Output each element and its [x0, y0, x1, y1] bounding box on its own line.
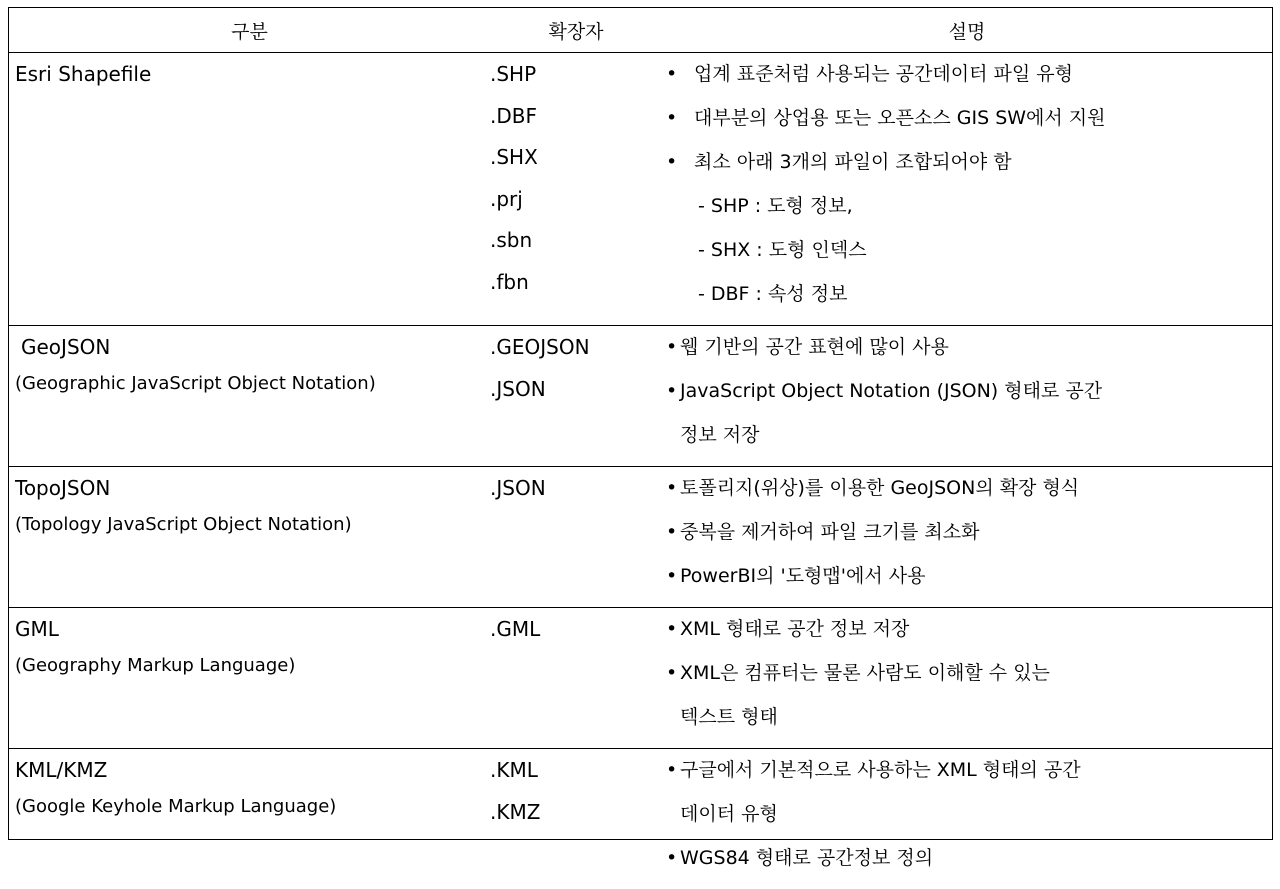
description-item — [666, 660, 1272, 730]
description-text: 구글에서 기본적으로 사용하는 XML 형태의 공간 — [680, 759, 1081, 781]
table-row — [9, 326, 1272, 467]
header-category: 구분 — [9, 8, 490, 53]
format-extension-cell — [490, 53, 662, 326]
description-item — [666, 845, 1272, 871]
description-text: 토폴리지(위상)를 이용한 GeoJSON의 확장 형식 — [680, 477, 1079, 499]
format-description-cell — [662, 53, 1272, 326]
format-extension-cell — [490, 326, 662, 467]
format-fullname: (Geographic JavaScript Object Notation) — [9, 360, 490, 396]
format-name-cell — [9, 53, 490, 326]
extension-item: .SHP — [490, 61, 662, 87]
format-description-cell — [662, 326, 1272, 467]
bullet-icon: • — [666, 105, 694, 131]
description-item — [666, 475, 1272, 501]
description-text: XML 형태로 공간 정보 저장 — [680, 618, 909, 640]
description-item — [666, 281, 1272, 307]
extension-list — [490, 53, 662, 295]
format-name: KML/KMZ — [9, 749, 490, 783]
format-extension-cell — [490, 749, 662, 889]
format-fullname: (Google Keyhole Markup Language) — [9, 783, 490, 819]
bullet-icon: • — [666, 616, 680, 642]
table-row — [9, 608, 1272, 749]
format-description-cell — [662, 467, 1272, 608]
description-text: JavaScript Object Notation (JSON) 형태로 공간 — [680, 380, 1102, 402]
description-text: 최소 아래 3개의 파일이 조합되어야 함 — [694, 151, 1012, 173]
format-name-cell — [9, 467, 490, 608]
extension-list — [490, 467, 662, 501]
description-text: WGS84 형태로 공간정보 정의 — [680, 847, 933, 869]
bullet-icon: • — [666, 378, 680, 404]
extension-item: .KML — [490, 757, 662, 783]
extension-item: .prj — [490, 186, 662, 212]
description-item — [666, 334, 1272, 360]
description-text: - SHP : 도형 정보, — [698, 195, 853, 217]
description-text: - SHX : 도형 인덱스 — [698, 239, 867, 261]
extension-list — [490, 608, 662, 642]
description-item — [666, 61, 1272, 87]
description-continuation: 정보 저장 — [666, 422, 1272, 448]
format-name-cell — [9, 608, 490, 749]
table-row — [9, 749, 1272, 889]
format-name: Esri Shapefile — [9, 53, 490, 87]
description-item — [666, 757, 1272, 827]
format-name: GML — [9, 608, 490, 642]
description-item — [666, 193, 1272, 219]
format-extension-cell — [490, 608, 662, 749]
description-text: XML은 컴퓨터는 물론 사람도 이해할 수 있는 — [680, 662, 1050, 684]
description-item — [666, 105, 1272, 131]
format-table-frame — [8, 7, 1273, 840]
description-list — [662, 53, 1272, 307]
bullet-icon: • — [666, 61, 694, 87]
spatial-format-table — [9, 8, 1272, 889]
format-name: GeoJSON — [9, 326, 490, 360]
extension-list — [490, 326, 662, 402]
bullet-icon: • — [666, 757, 680, 783]
extension-list — [490, 749, 662, 825]
extension-item: .sbn — [490, 227, 662, 253]
table-row — [9, 53, 1272, 326]
description-continuation: 데이터 유형 — [666, 801, 1272, 827]
table-row — [9, 467, 1272, 608]
description-text: 웹 기반의 공간 표현에 많이 사용 — [680, 336, 949, 358]
description-item — [666, 237, 1272, 263]
description-list — [662, 749, 1272, 871]
extension-item: .GML — [490, 616, 662, 642]
format-fullname: (Topology JavaScript Object Notation) — [9, 501, 490, 537]
description-list — [662, 326, 1272, 448]
bullet-icon: • — [666, 475, 680, 501]
extension-item: .DBF — [490, 103, 662, 129]
table-header-row — [9, 8, 1272, 53]
extension-item: .JSON — [490, 376, 662, 402]
bullet-icon: • — [666, 519, 680, 545]
header-description: 설명 — [662, 8, 1272, 53]
bullet-icon: • — [666, 563, 680, 589]
bullet-icon: • — [666, 845, 680, 871]
format-name-cell — [9, 749, 490, 889]
description-text: 업계 표준처럼 사용되는 공간데이터 파일 유형 — [694, 63, 1073, 85]
description-item — [666, 563, 1272, 589]
description-text: 중복을 제거하여 파일 크기를 최소화 — [680, 521, 979, 543]
bullet-icon: • — [666, 149, 694, 175]
description-continuation: 텍스트 형태 — [666, 704, 1272, 730]
description-item — [666, 149, 1272, 175]
format-extension-cell — [490, 467, 662, 608]
description-text: - DBF : 속성 정보 — [698, 283, 847, 305]
description-text: PowerBI의 '도형맵'에서 사용 — [680, 565, 925, 587]
extension-item: .GEOJSON — [490, 334, 662, 360]
extension-item: .fbn — [490, 269, 662, 295]
description-list — [662, 608, 1272, 730]
description-list — [662, 467, 1272, 589]
format-name: TopoJSON — [9, 467, 490, 501]
format-name-cell — [9, 326, 490, 467]
format-fullname: (Geography Markup Language) — [9, 642, 490, 678]
format-description-cell — [662, 749, 1272, 889]
description-item — [666, 519, 1272, 545]
extension-item: .KMZ — [490, 799, 662, 825]
extension-item: .SHX — [490, 144, 662, 170]
extension-item: .JSON — [490, 475, 662, 501]
bullet-icon: • — [666, 334, 680, 360]
description-item — [666, 616, 1272, 642]
bullet-icon: • — [666, 660, 680, 686]
description-text: 대부분의 상업용 또는 오픈소스 GIS SW에서 지원 — [694, 107, 1106, 129]
description-item — [666, 378, 1272, 448]
format-description-cell — [662, 608, 1272, 749]
header-extension: 확장자 — [490, 8, 662, 53]
